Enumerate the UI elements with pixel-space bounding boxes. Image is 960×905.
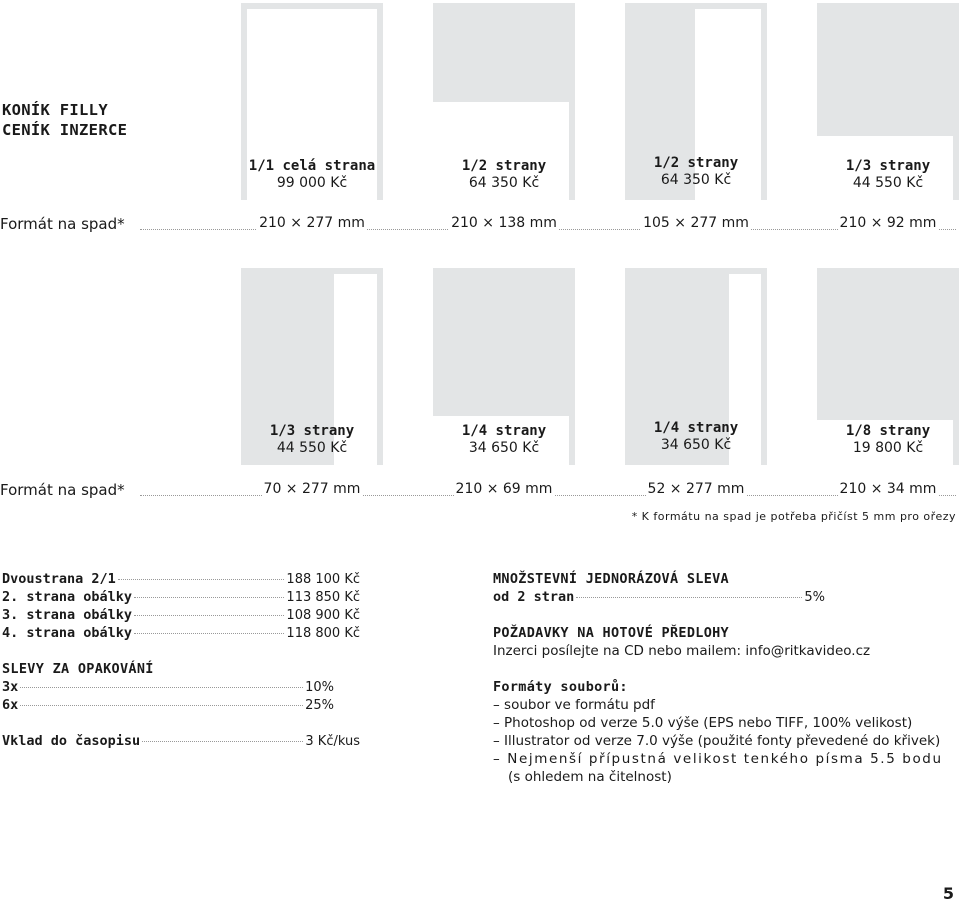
price-row xyxy=(2,624,360,642)
ad-price: 34 650 Kč xyxy=(468,440,540,456)
discount-label: 6x xyxy=(2,697,19,713)
discount-row xyxy=(2,678,334,696)
price-label: 2. strana obálky xyxy=(2,589,133,605)
format-item: – Nejmenší přípustná velikost tenkého písma 5.5 bodu xyxy=(493,751,943,767)
ad-name: 1/3 strany xyxy=(845,158,931,174)
page-number: 5 xyxy=(942,884,954,903)
dotted-leader xyxy=(20,687,303,688)
dotted-leader xyxy=(576,597,802,598)
ad-name: 1/2 strany xyxy=(461,158,547,174)
discount-value: 25% xyxy=(305,698,334,713)
format-item: – Illustrator od verze 7.0 výše (použité fonty převedené do křivek) xyxy=(493,733,941,749)
price-value: 188 100 Kč xyxy=(286,572,360,587)
title-line-2: CENÍK INZERCE xyxy=(2,121,128,139)
ad-label-3 xyxy=(625,155,767,189)
ad-label-8 xyxy=(817,423,959,457)
format-row-2 xyxy=(0,481,960,501)
dotted-leader xyxy=(118,579,285,580)
ad-label-1 xyxy=(241,158,383,192)
price-value: 118 800 Kč xyxy=(286,626,360,641)
ad-label-2 xyxy=(433,158,575,192)
ad-price: 44 550 Kč xyxy=(276,440,348,456)
volume-discount-row xyxy=(493,588,825,606)
format-row-1 xyxy=(0,215,960,235)
price-value: 108 900 Kč xyxy=(286,608,360,623)
format-value: 52 × 277 mm xyxy=(647,481,745,497)
ad-label-4 xyxy=(817,158,959,192)
ad-label-5 xyxy=(241,423,383,457)
format-value: 210 × 34 mm xyxy=(839,481,937,497)
ad-price: 64 350 Kč xyxy=(468,175,540,191)
requirements-text: Inzerci posílejte na CD nebo mailem: info@ritkavideo.cz xyxy=(493,643,871,659)
ad-label-6 xyxy=(433,423,575,457)
ad-name: 1/2 strany xyxy=(653,155,739,171)
format-item: – soubor ve formátu pdf xyxy=(493,697,655,713)
ad-name: 1/4 strany xyxy=(461,423,547,439)
ad-price: 44 550 Kč xyxy=(852,175,924,191)
format-value: 210 × 92 mm xyxy=(839,215,937,231)
format-label: Formát na spad* xyxy=(0,215,125,233)
format-value: 70 × 277 mm xyxy=(263,481,361,497)
price-row xyxy=(2,570,360,588)
price-label: Dvoustrana 2/1 xyxy=(2,571,116,587)
discount-value: 10% xyxy=(305,680,334,695)
bleed-note: * K formátu na spad je potřeba přičíst 5 mm pro ořezy xyxy=(631,510,956,523)
dotted-leader xyxy=(20,705,303,706)
price-value: 113 850 Kč xyxy=(286,590,360,605)
discount-label: 3x xyxy=(2,679,19,695)
format-value: 105 × 277 mm xyxy=(643,215,749,231)
ad-name: 1/3 strany xyxy=(269,423,355,439)
format-label: Formát na spad* xyxy=(0,481,125,499)
dotted-leader xyxy=(142,741,303,742)
format-item: – Photoshop od verze 5.0 výše (EPS nebo TIFF, 100% velikost) xyxy=(493,715,913,731)
page-title xyxy=(2,100,127,140)
discount-row xyxy=(2,696,334,714)
ad-price: 64 350 Kč xyxy=(660,172,732,188)
dotted-leader xyxy=(134,597,284,598)
price-label: 4. strana obálky xyxy=(2,625,133,641)
price-label: 3. strana obálky xyxy=(2,607,133,623)
format-value: 210 × 138 mm xyxy=(451,215,557,231)
insert-row xyxy=(2,732,360,750)
volume-value: 5% xyxy=(804,590,825,605)
dotted-leader xyxy=(134,615,284,616)
price-row xyxy=(2,606,360,624)
insert-label: Vklad do časopisu xyxy=(2,733,141,749)
requirements-heading: POŽADAVKY NA HOTOVÉ PŘEDLOHY xyxy=(493,625,729,641)
file-formats-heading: Formáty souborů: xyxy=(493,679,628,695)
dotted-leader xyxy=(134,633,284,634)
format-value: 210 × 277 mm xyxy=(259,215,365,231)
format-value: 210 × 69 mm xyxy=(455,481,553,497)
insert-value: 3 Kč/kus xyxy=(305,734,360,749)
ad-price: 99 000 Kč xyxy=(276,175,348,191)
format-item: (s ohledem na čitelnost) xyxy=(508,769,672,785)
ad-price: 19 800 Kč xyxy=(852,440,924,456)
ad-name: 1/8 strany xyxy=(845,423,931,439)
ad-label-7 xyxy=(625,420,767,454)
volume-label: od 2 stran xyxy=(493,589,575,605)
repeat-discount-heading: SLEVY ZA OPAKOVÁNÍ xyxy=(2,661,154,677)
ad-name: 1/1 celá strana xyxy=(248,158,376,174)
ad-price: 34 650 Kč xyxy=(660,437,732,453)
price-row xyxy=(2,588,360,606)
title-line-1: KONÍK FILLY xyxy=(2,101,108,119)
volume-discount-heading: MNOŽSTEVNÍ JEDNORÁZOVÁ SLEVA xyxy=(493,571,729,587)
ad-name: 1/4 strany xyxy=(653,420,739,436)
